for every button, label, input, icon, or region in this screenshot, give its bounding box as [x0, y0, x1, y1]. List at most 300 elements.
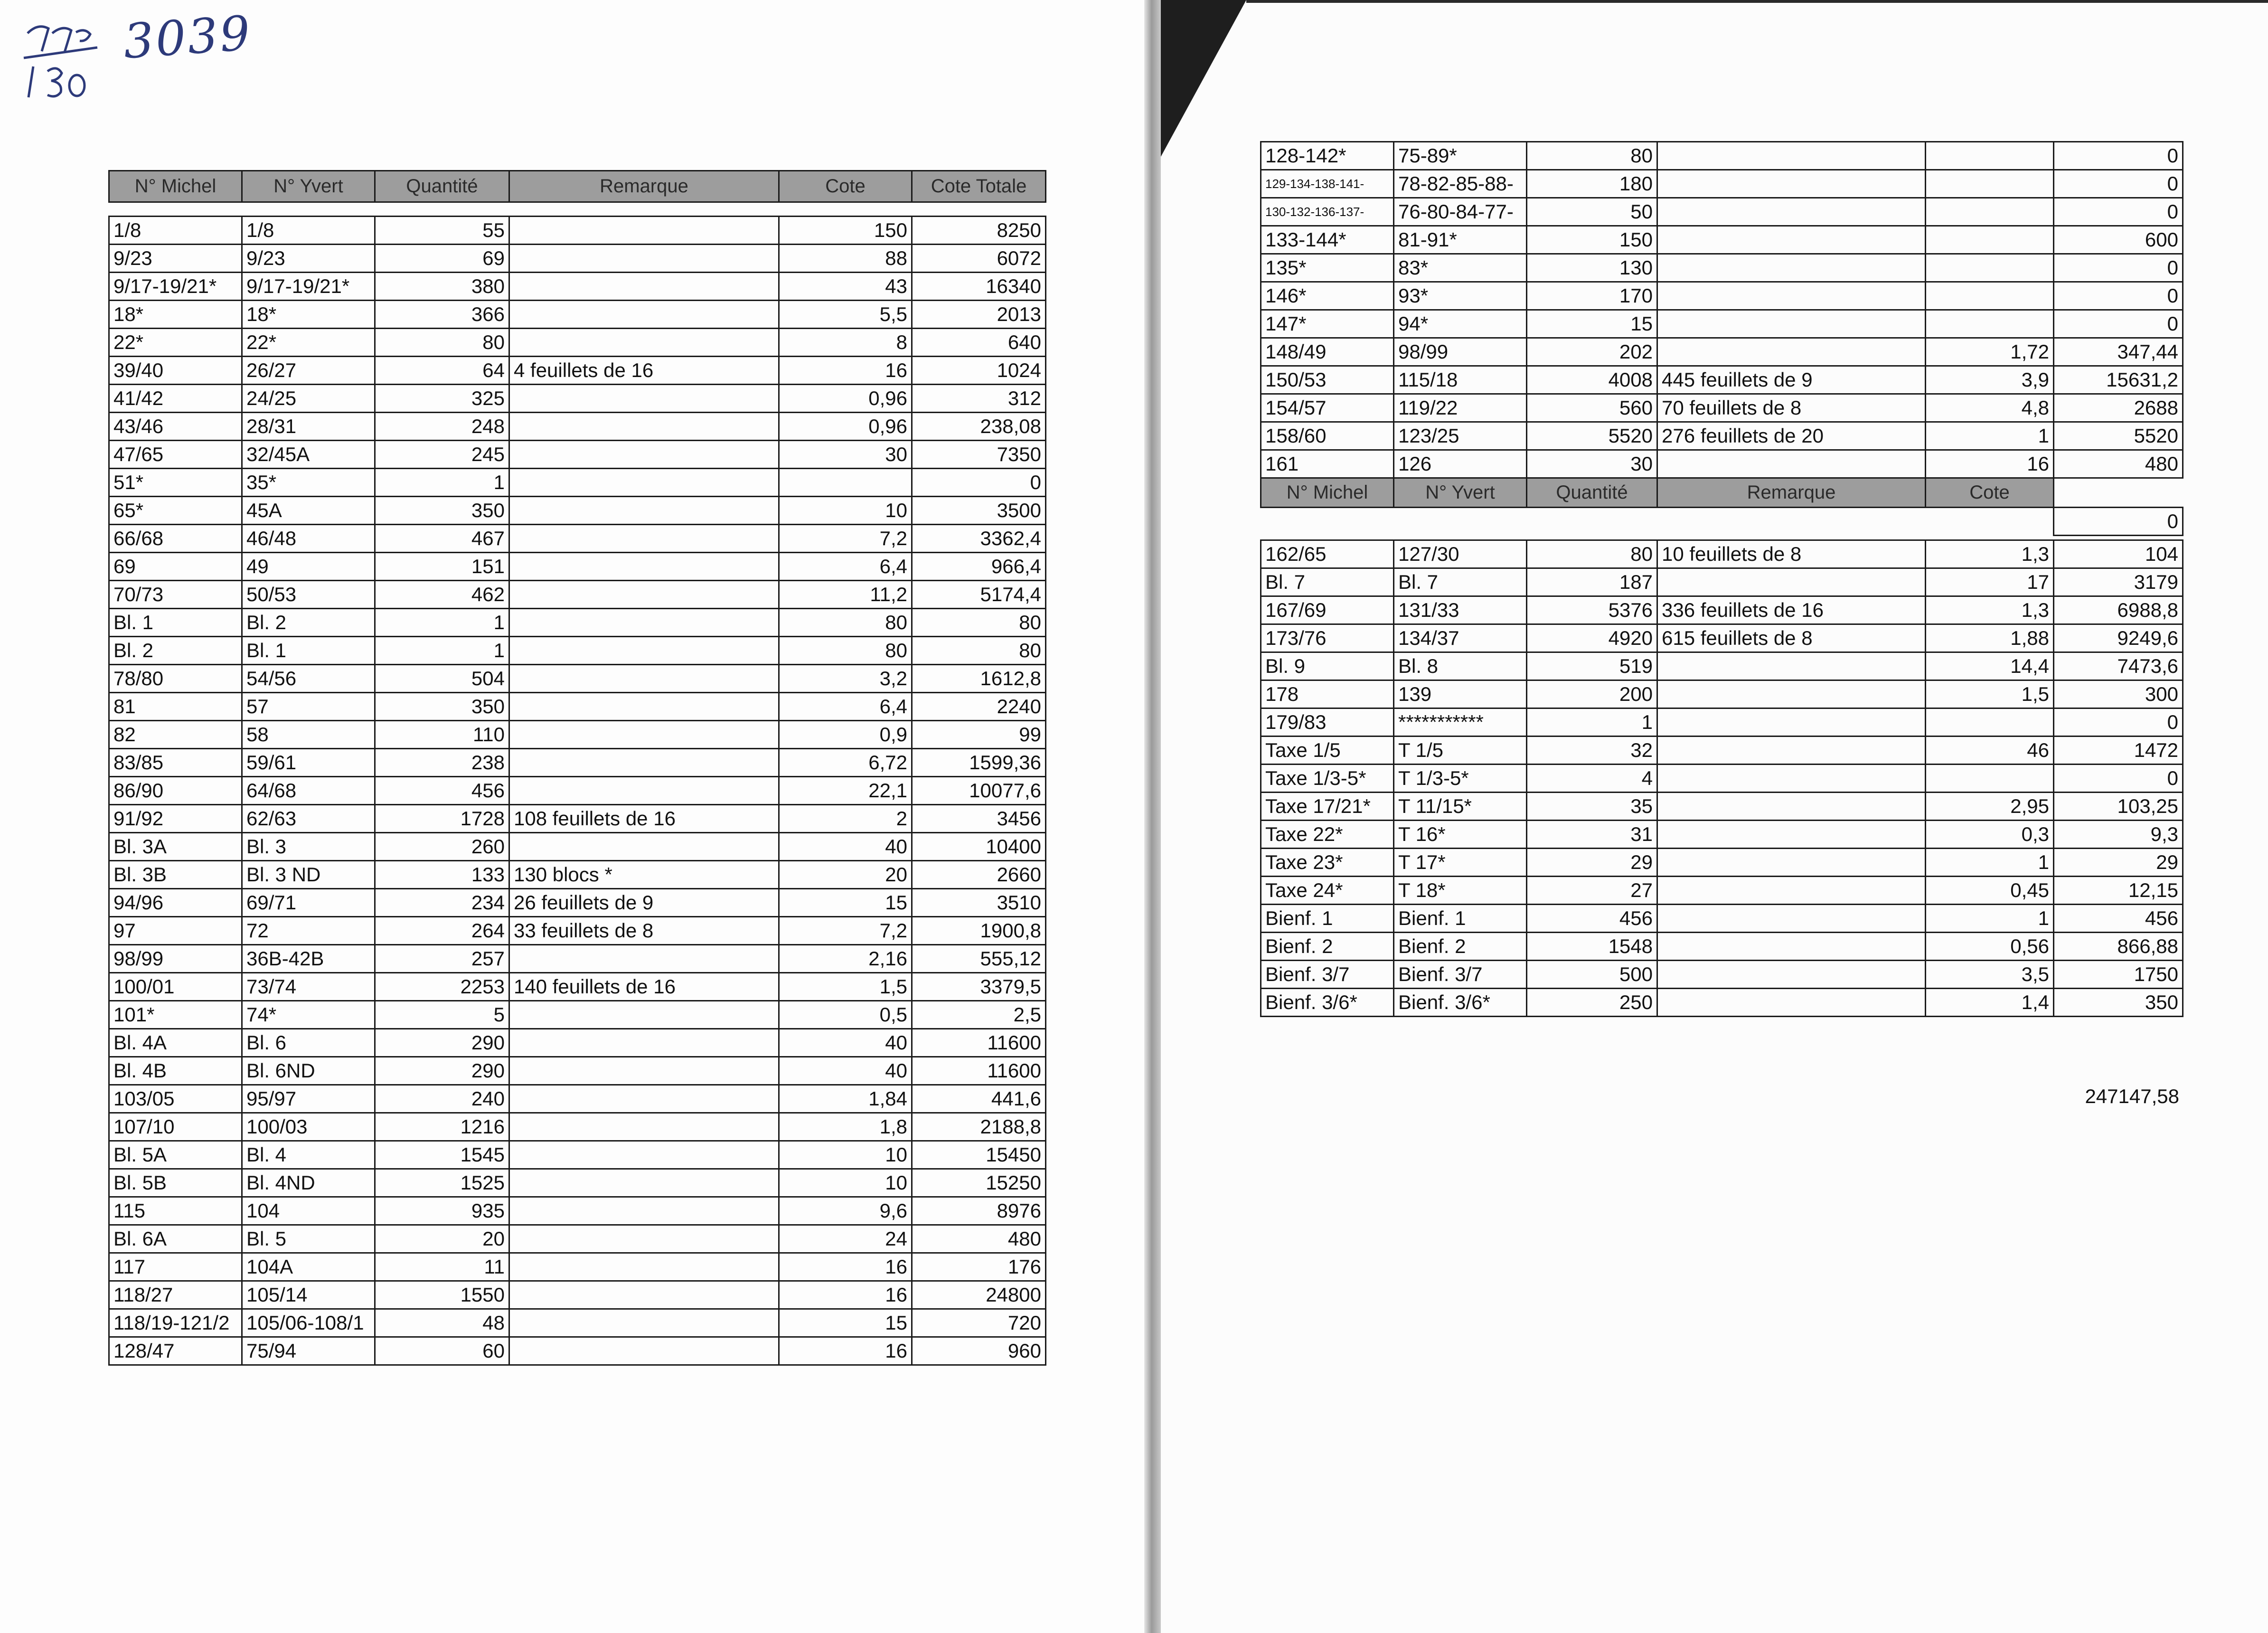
cote-cell: 5,5 — [779, 301, 912, 329]
yvert-cell: 72 — [242, 917, 375, 945]
table-row — [109, 1337, 1046, 1365]
cote-totale-cell: 15250 — [912, 1169, 1046, 1197]
remarque-cell — [1657, 849, 1926, 877]
yvert-cell: 58 — [242, 721, 375, 749]
yvert-cell: T 18* — [1394, 877, 1527, 905]
cote-totale-cell: 16340 — [912, 273, 1046, 301]
yvert-cell: Bl. 1 — [242, 637, 375, 665]
cote-totale-cell: 350 — [2054, 989, 2183, 1017]
michel-cell: 118/19-121/2 — [109, 1309, 242, 1337]
table-row — [109, 469, 1046, 497]
remarque-cell — [1657, 652, 1926, 680]
remarque-cell — [509, 1225, 779, 1253]
quantite-cell: 1 — [375, 609, 509, 637]
michel-cell: 154/57 — [1261, 394, 1394, 422]
remarque-cell — [1657, 736, 1926, 765]
michel-cell: 128-142* — [1261, 142, 1394, 170]
cote-cell: 4,8 — [1926, 394, 2054, 422]
yvert-cell: 28/31 — [242, 413, 375, 441]
cote-totale-cell: 966,4 — [912, 553, 1046, 581]
quantite-cell: 55 — [375, 217, 509, 245]
quantite-cell: 50 — [1527, 198, 1657, 226]
table-row — [109, 441, 1046, 469]
michel-cell: Bl. 3B — [109, 861, 242, 889]
michel-cell: 43/46 — [109, 413, 242, 441]
quantite-cell: 1550 — [375, 1281, 509, 1309]
cote-cell — [1926, 198, 2054, 226]
yvert-cell: 81-91* — [1394, 226, 1527, 254]
quantite-cell: 133 — [375, 861, 509, 889]
cote-cell: 2,16 — [779, 945, 912, 973]
michel-cell: Bienf. 1 — [1261, 905, 1394, 933]
michel-cell: 51* — [109, 469, 242, 497]
quantite-cell: 257 — [375, 945, 509, 973]
michel-cell: 9/23 — [109, 245, 242, 273]
remarque-cell — [509, 1337, 779, 1365]
quantite-cell: 1545 — [375, 1141, 509, 1169]
cote-totale-cell: 0 — [2054, 765, 2183, 793]
remarque-cell: 445 feuillets de 9 — [1657, 366, 1926, 394]
remarque-cell — [509, 721, 779, 749]
michel-cell: Bl. 1 — [109, 609, 242, 637]
quantite-cell: 1 — [375, 469, 509, 497]
cote-totale-cell: 9,3 — [2054, 821, 2183, 849]
michel-cell: 94/96 — [109, 889, 242, 917]
cote-cell: 6,72 — [779, 749, 912, 777]
michel-cell: 100/01 — [109, 973, 242, 1001]
cote-cell — [1926, 765, 2054, 793]
quantite-cell: 170 — [1527, 282, 1657, 310]
michel-cell: Bl. 5A — [109, 1141, 242, 1169]
cote-totale-cell: 11600 — [912, 1029, 1046, 1057]
remarque-cell: 140 feuillets de 16 — [509, 973, 779, 1001]
michel-cell: 135* — [1261, 254, 1394, 282]
cote-totale-cell: 2688 — [2054, 394, 2183, 422]
remarque-cell — [1657, 310, 1926, 338]
cote-totale-cell: 3179 — [2054, 568, 2183, 596]
table-row — [109, 1169, 1046, 1197]
quantite-cell: 48 — [375, 1309, 509, 1337]
remarque-cell — [509, 217, 779, 245]
quantite-cell: 504 — [375, 665, 509, 693]
yvert-cell: Bienf. 1 — [1394, 905, 1527, 933]
michel-cell: 178 — [1261, 680, 1394, 708]
cote-totale-cell: 1900,8 — [912, 917, 1046, 945]
table-row — [1261, 282, 2183, 310]
cote-totale-cell: 3379,5 — [912, 973, 1046, 1001]
table-row — [109, 1001, 1046, 1029]
quantite-cell: 1 — [1527, 708, 1657, 736]
yvert-cell: 100/03 — [242, 1113, 375, 1141]
cote-totale-cell: 300 — [2054, 680, 2183, 708]
yvert-cell: 50/53 — [242, 581, 375, 609]
quantite-cell: 350 — [375, 497, 509, 525]
quantite-cell: 4008 — [1527, 366, 1657, 394]
michel-cell: 22* — [109, 329, 242, 357]
remarque-cell — [509, 413, 779, 441]
table-row — [109, 553, 1046, 581]
cote-cell: 17 — [1926, 568, 2054, 596]
table-row — [1261, 254, 2183, 282]
cote-cell: 40 — [779, 833, 912, 861]
handwritten-fraction-drawing — [19, 14, 100, 104]
remarque-cell — [509, 637, 779, 665]
remarque-cell — [509, 581, 779, 609]
yvert-cell: Bl. 6 — [242, 1029, 375, 1057]
quantite-cell: 80 — [375, 329, 509, 357]
michel-cell: Taxe 1/5 — [1261, 736, 1394, 765]
remarque-cell — [509, 1281, 779, 1309]
remarque-cell — [509, 385, 779, 413]
michel-cell: 150/53 — [1261, 366, 1394, 394]
cote-cell: 1,8 — [779, 1113, 912, 1141]
yvert-cell: 123/25 — [1394, 422, 1527, 450]
remarque-cell — [509, 1113, 779, 1141]
cote-totale-cell: 456 — [2054, 905, 2183, 933]
cote-totale-cell: 5520 — [2054, 422, 2183, 450]
cote-cell: 16 — [779, 1337, 912, 1365]
yvert-cell: 18* — [242, 301, 375, 329]
remarque-cell — [1657, 765, 1926, 793]
yvert-cell: 119/22 — [1394, 394, 1527, 422]
quantite-cell: 202 — [1527, 338, 1657, 366]
yvert-cell: T 11/15* — [1394, 793, 1527, 821]
cote-cell: 0,96 — [779, 385, 912, 413]
yvert-cell: 98/99 — [1394, 338, 1527, 366]
remarque-cell — [1657, 568, 1926, 596]
table-row — [109, 1309, 1046, 1337]
cote-cell: 80 — [779, 637, 912, 665]
yvert-cell: 62/63 — [242, 805, 375, 833]
remarque-cell — [509, 945, 779, 973]
cote-cell: 20 — [779, 861, 912, 889]
michel-cell: 78/80 — [109, 665, 242, 693]
quantite-cell: 240 — [375, 1085, 509, 1113]
cote-totale-cell: 2188,8 — [912, 1113, 1046, 1141]
cote-totale-cell: 312 — [912, 385, 1046, 413]
cote-totale-cell: 555,12 — [912, 945, 1046, 973]
yvert-cell: 105/14 — [242, 1281, 375, 1309]
quantite-cell: 290 — [375, 1057, 509, 1085]
remarque-cell — [509, 1001, 779, 1029]
remarque-cell — [509, 777, 779, 805]
cote-cell: 30 — [779, 441, 912, 469]
cote-cell: 43 — [779, 273, 912, 301]
cote-totale-cell: 11600 — [912, 1057, 1046, 1085]
cote-totale-cell: 10077,6 — [912, 777, 1046, 805]
cote-totale-cell: 0 — [2054, 310, 2183, 338]
cote-totale-cell: 103,25 — [2054, 793, 2183, 821]
cote-cell: 0,56 — [1926, 933, 2054, 961]
table-row — [109, 805, 1046, 833]
cote-cell — [1926, 310, 2054, 338]
table-row — [109, 721, 1046, 749]
quantite-cell: 11 — [375, 1253, 509, 1281]
remarque-cell — [509, 693, 779, 721]
remarque-cell — [1657, 905, 1926, 933]
yvert-cell: 76-80-84-77- — [1394, 198, 1527, 226]
cote-cell: 16 — [779, 357, 912, 385]
yvert-cell: Bl. 3 — [242, 833, 375, 861]
scan-dark-corner — [1161, 0, 1246, 157]
quantite-cell: 260 — [375, 833, 509, 861]
michel-cell: 161 — [1261, 450, 1394, 478]
table-row — [109, 693, 1046, 721]
remarque-cell — [509, 245, 779, 273]
table-row — [109, 525, 1046, 553]
col-header-yvert: N° Yvert — [1394, 478, 1527, 508]
cote-totale-cell: 9249,6 — [2054, 624, 2183, 652]
quantite-cell: 1728 — [375, 805, 509, 833]
table-row — [1261, 933, 2183, 961]
table-row — [109, 301, 1046, 329]
cote-cell: 14,4 — [1926, 652, 2054, 680]
yvert-cell: 83* — [1394, 254, 1527, 282]
cote-cell: 46 — [1926, 736, 2054, 765]
remarque-cell — [1657, 338, 1926, 366]
michel-cell: 101* — [109, 1001, 242, 1029]
quantite-cell: 69 — [375, 245, 509, 273]
cote-totale-cell: 0 — [2054, 708, 2183, 736]
cote-cell: 7,2 — [779, 917, 912, 945]
yvert-cell: 54/56 — [242, 665, 375, 693]
col-header-yvert: N° Yvert — [242, 171, 375, 202]
cote-totale-cell: 1472 — [2054, 736, 2183, 765]
table-row — [109, 1225, 1046, 1253]
cote-totale-cell: 104 — [2054, 540, 2183, 568]
quantite-cell: 1548 — [1527, 933, 1657, 961]
table-row — [109, 1197, 1046, 1225]
remarque-cell — [509, 609, 779, 637]
yvert-cell: Bienf. 3/6* — [1394, 989, 1527, 1017]
michel-cell: 83/85 — [109, 749, 242, 777]
cote-cell: 1 — [1926, 905, 2054, 933]
col-header-michel: N° Michel — [109, 171, 242, 202]
quantite-cell: 350 — [375, 693, 509, 721]
cote-totale-cell: 99 — [912, 721, 1046, 749]
michel-cell: 1/8 — [109, 217, 242, 245]
michel-cell: Bienf. 3/6* — [1261, 989, 1394, 1017]
michel-cell: 86/90 — [109, 777, 242, 805]
quantite-cell: 5376 — [1527, 596, 1657, 624]
remarque-cell — [1657, 450, 1926, 478]
quantite-cell: 238 — [375, 749, 509, 777]
michel-cell: Taxe 24* — [1261, 877, 1394, 905]
quantite-cell: 519 — [1527, 652, 1657, 680]
remarque-cell: 26 feuillets de 9 — [509, 889, 779, 917]
cote-totale-cell: 0 — [2054, 508, 2183, 536]
table-row — [109, 749, 1046, 777]
remarque-cell — [1657, 142, 1926, 170]
yvert-cell: 75/94 — [242, 1337, 375, 1365]
right-header-row — [1261, 478, 2183, 508]
cote-cell: 3,2 — [779, 665, 912, 693]
cote-cell: 1,3 — [1926, 540, 2054, 568]
michel-cell: 115 — [109, 1197, 242, 1225]
cote-totale-cell: 600 — [2054, 226, 2183, 254]
cote-cell: 8 — [779, 329, 912, 357]
remarque-cell — [509, 329, 779, 357]
quantite-cell: 32 — [1527, 736, 1657, 765]
cote-cell: 6,4 — [779, 553, 912, 581]
yvert-cell: Bl. 2 — [242, 609, 375, 637]
yvert-cell: 57 — [242, 693, 375, 721]
table-row — [109, 777, 1046, 805]
table-row — [1261, 422, 2183, 450]
cote-totale-cell: 3500 — [912, 497, 1046, 525]
cote-cell: 1,4 — [1926, 989, 2054, 1017]
yvert-cell: 78-82-85-88- — [1394, 170, 1527, 198]
yvert-cell: 32/45A — [242, 441, 375, 469]
cote-totale-cell: 29 — [2054, 849, 2183, 877]
cote-totale-cell: 640 — [912, 329, 1046, 357]
table-row — [109, 413, 1046, 441]
yvert-cell: Bl. 5 — [242, 1225, 375, 1253]
cote-cell — [779, 469, 912, 497]
michel-cell: Bl. 3A — [109, 833, 242, 861]
cote-totale-cell: 3510 — [912, 889, 1046, 917]
remarque-cell — [509, 665, 779, 693]
michel-cell: Bienf. 2 — [1261, 933, 1394, 961]
scan-top-edge — [1246, 0, 2268, 3]
yvert-cell: 9/17-19/21* — [242, 273, 375, 301]
quantite-cell: 560 — [1527, 394, 1657, 422]
remarque-cell: 615 feuillets de 8 — [1657, 624, 1926, 652]
table-row — [1261, 765, 2183, 793]
yvert-cell: 104A — [242, 1253, 375, 1281]
table-row — [109, 497, 1046, 525]
michel-cell: 147* — [1261, 310, 1394, 338]
cote-cell: 1 — [1926, 422, 2054, 450]
yvert-cell: 126 — [1394, 450, 1527, 478]
yvert-cell: *********** — [1394, 708, 1527, 736]
cote-cell: 0,3 — [1926, 821, 2054, 849]
yvert-cell: Bl. 7 — [1394, 568, 1527, 596]
table-row — [109, 581, 1046, 609]
cote-cell: 0,5 — [779, 1001, 912, 1029]
yvert-cell: 73/74 — [242, 973, 375, 1001]
quantite-cell: 200 — [1527, 680, 1657, 708]
table-row — [109, 273, 1046, 301]
michel-cell: Bl. 5B — [109, 1169, 242, 1197]
cote-cell: 1,72 — [1926, 338, 2054, 366]
cote-totale-cell: 866,88 — [2054, 933, 2183, 961]
quantite-cell: 5520 — [1527, 422, 1657, 450]
quantite-cell: 151 — [375, 553, 509, 581]
michel-cell: 18* — [109, 301, 242, 329]
table-row — [1261, 736, 2183, 765]
table-row — [109, 385, 1046, 413]
cote-cell: 3,5 — [1926, 961, 2054, 989]
quantite-cell: 1 — [375, 637, 509, 665]
cote-totale-cell: 2013 — [912, 301, 1046, 329]
michel-cell: 81 — [109, 693, 242, 721]
cote-cell: 1,3 — [1926, 596, 2054, 624]
cote-totale-cell: 12,15 — [2054, 877, 2183, 905]
yvert-cell: T 1/3-5* — [1394, 765, 1527, 793]
quantite-cell: 4 — [1527, 765, 1657, 793]
cote-cell: 16 — [1926, 450, 2054, 478]
remarque-cell — [509, 441, 779, 469]
quantite-cell: 5 — [375, 1001, 509, 1029]
cote-cell: 16 — [779, 1253, 912, 1281]
yvert-cell: Bl. 4ND — [242, 1169, 375, 1197]
quantite-cell: 467 — [375, 525, 509, 553]
remarque-cell: 4 feuillets de 16 — [509, 357, 779, 385]
table-row — [1261, 961, 2183, 989]
table-row — [1261, 450, 2183, 478]
remarque-cell: 130 blocs * — [509, 861, 779, 889]
michel-cell: 82 — [109, 721, 242, 749]
table-row — [1261, 394, 2183, 422]
michel-cell: 162/65 — [1261, 540, 1394, 568]
table-row — [1261, 366, 2183, 394]
cote-totale-cell: 480 — [912, 1225, 1046, 1253]
table-row — [1261, 680, 2183, 708]
table-row — [109, 973, 1046, 1001]
quantite-cell: 1216 — [375, 1113, 509, 1141]
cote-totale-cell: 176 — [912, 1253, 1046, 1281]
quantite-cell: 366 — [375, 301, 509, 329]
remarque-cell — [1657, 226, 1926, 254]
remarque-cell — [509, 1169, 779, 1197]
remarque-cell — [1657, 793, 1926, 821]
quantite-cell: 110 — [375, 721, 509, 749]
remarque-cell — [1657, 933, 1926, 961]
cote-cell: 0,96 — [779, 413, 912, 441]
cote-totale-cell: 6988,8 — [2054, 596, 2183, 624]
quantite-cell: 80 — [1527, 540, 1657, 568]
remarque-cell — [1657, 198, 1926, 226]
yvert-cell: 131/33 — [1394, 596, 1527, 624]
cote-totale-cell: 720 — [912, 1309, 1046, 1337]
cote-cell: 80 — [779, 609, 912, 637]
right-table-bottom-body — [1261, 540, 2183, 1017]
yvert-cell: 115/18 — [1394, 366, 1527, 394]
quantite-cell: 150 — [1527, 226, 1657, 254]
cote-cell: 2,95 — [1926, 793, 2054, 821]
quantite-cell: 60 — [375, 1337, 509, 1365]
quantite-cell: 935 — [375, 1197, 509, 1225]
cote-cell: 40 — [779, 1029, 912, 1057]
michel-cell: 98/99 — [109, 945, 242, 973]
quantite-cell: 456 — [375, 777, 509, 805]
remarque-cell — [1657, 708, 1926, 736]
michel-cell: 129-134-138-141- — [1261, 170, 1394, 198]
cote-cell: 10 — [779, 497, 912, 525]
table-row — [109, 1085, 1046, 1113]
yvert-cell: 104 — [242, 1197, 375, 1225]
table-row — [109, 1141, 1046, 1169]
yvert-cell: Bl. 8 — [1394, 652, 1527, 680]
michel-cell: 9/17-19/21* — [109, 273, 242, 301]
quantite-cell: 35 — [1527, 793, 1657, 821]
cote-cell: 22,1 — [779, 777, 912, 805]
remarque-cell — [1657, 680, 1926, 708]
cote-cell: 11,2 — [779, 581, 912, 609]
michel-cell: 173/76 — [1261, 624, 1394, 652]
cote-totale-cell: 6072 — [912, 245, 1046, 273]
quantite-cell: 380 — [375, 273, 509, 301]
yvert-cell: 95/97 — [242, 1085, 375, 1113]
cote-totale-cell: 1612,8 — [912, 665, 1046, 693]
quantite-cell: 64 — [375, 357, 509, 385]
yvert-cell: 35* — [242, 469, 375, 497]
col-header-cote-totale: Cote Totale — [912, 171, 1046, 202]
remarque-cell — [509, 497, 779, 525]
cote-totale-cell: 3456 — [912, 805, 1046, 833]
cote-totale-cell: 347,44 — [2054, 338, 2183, 366]
